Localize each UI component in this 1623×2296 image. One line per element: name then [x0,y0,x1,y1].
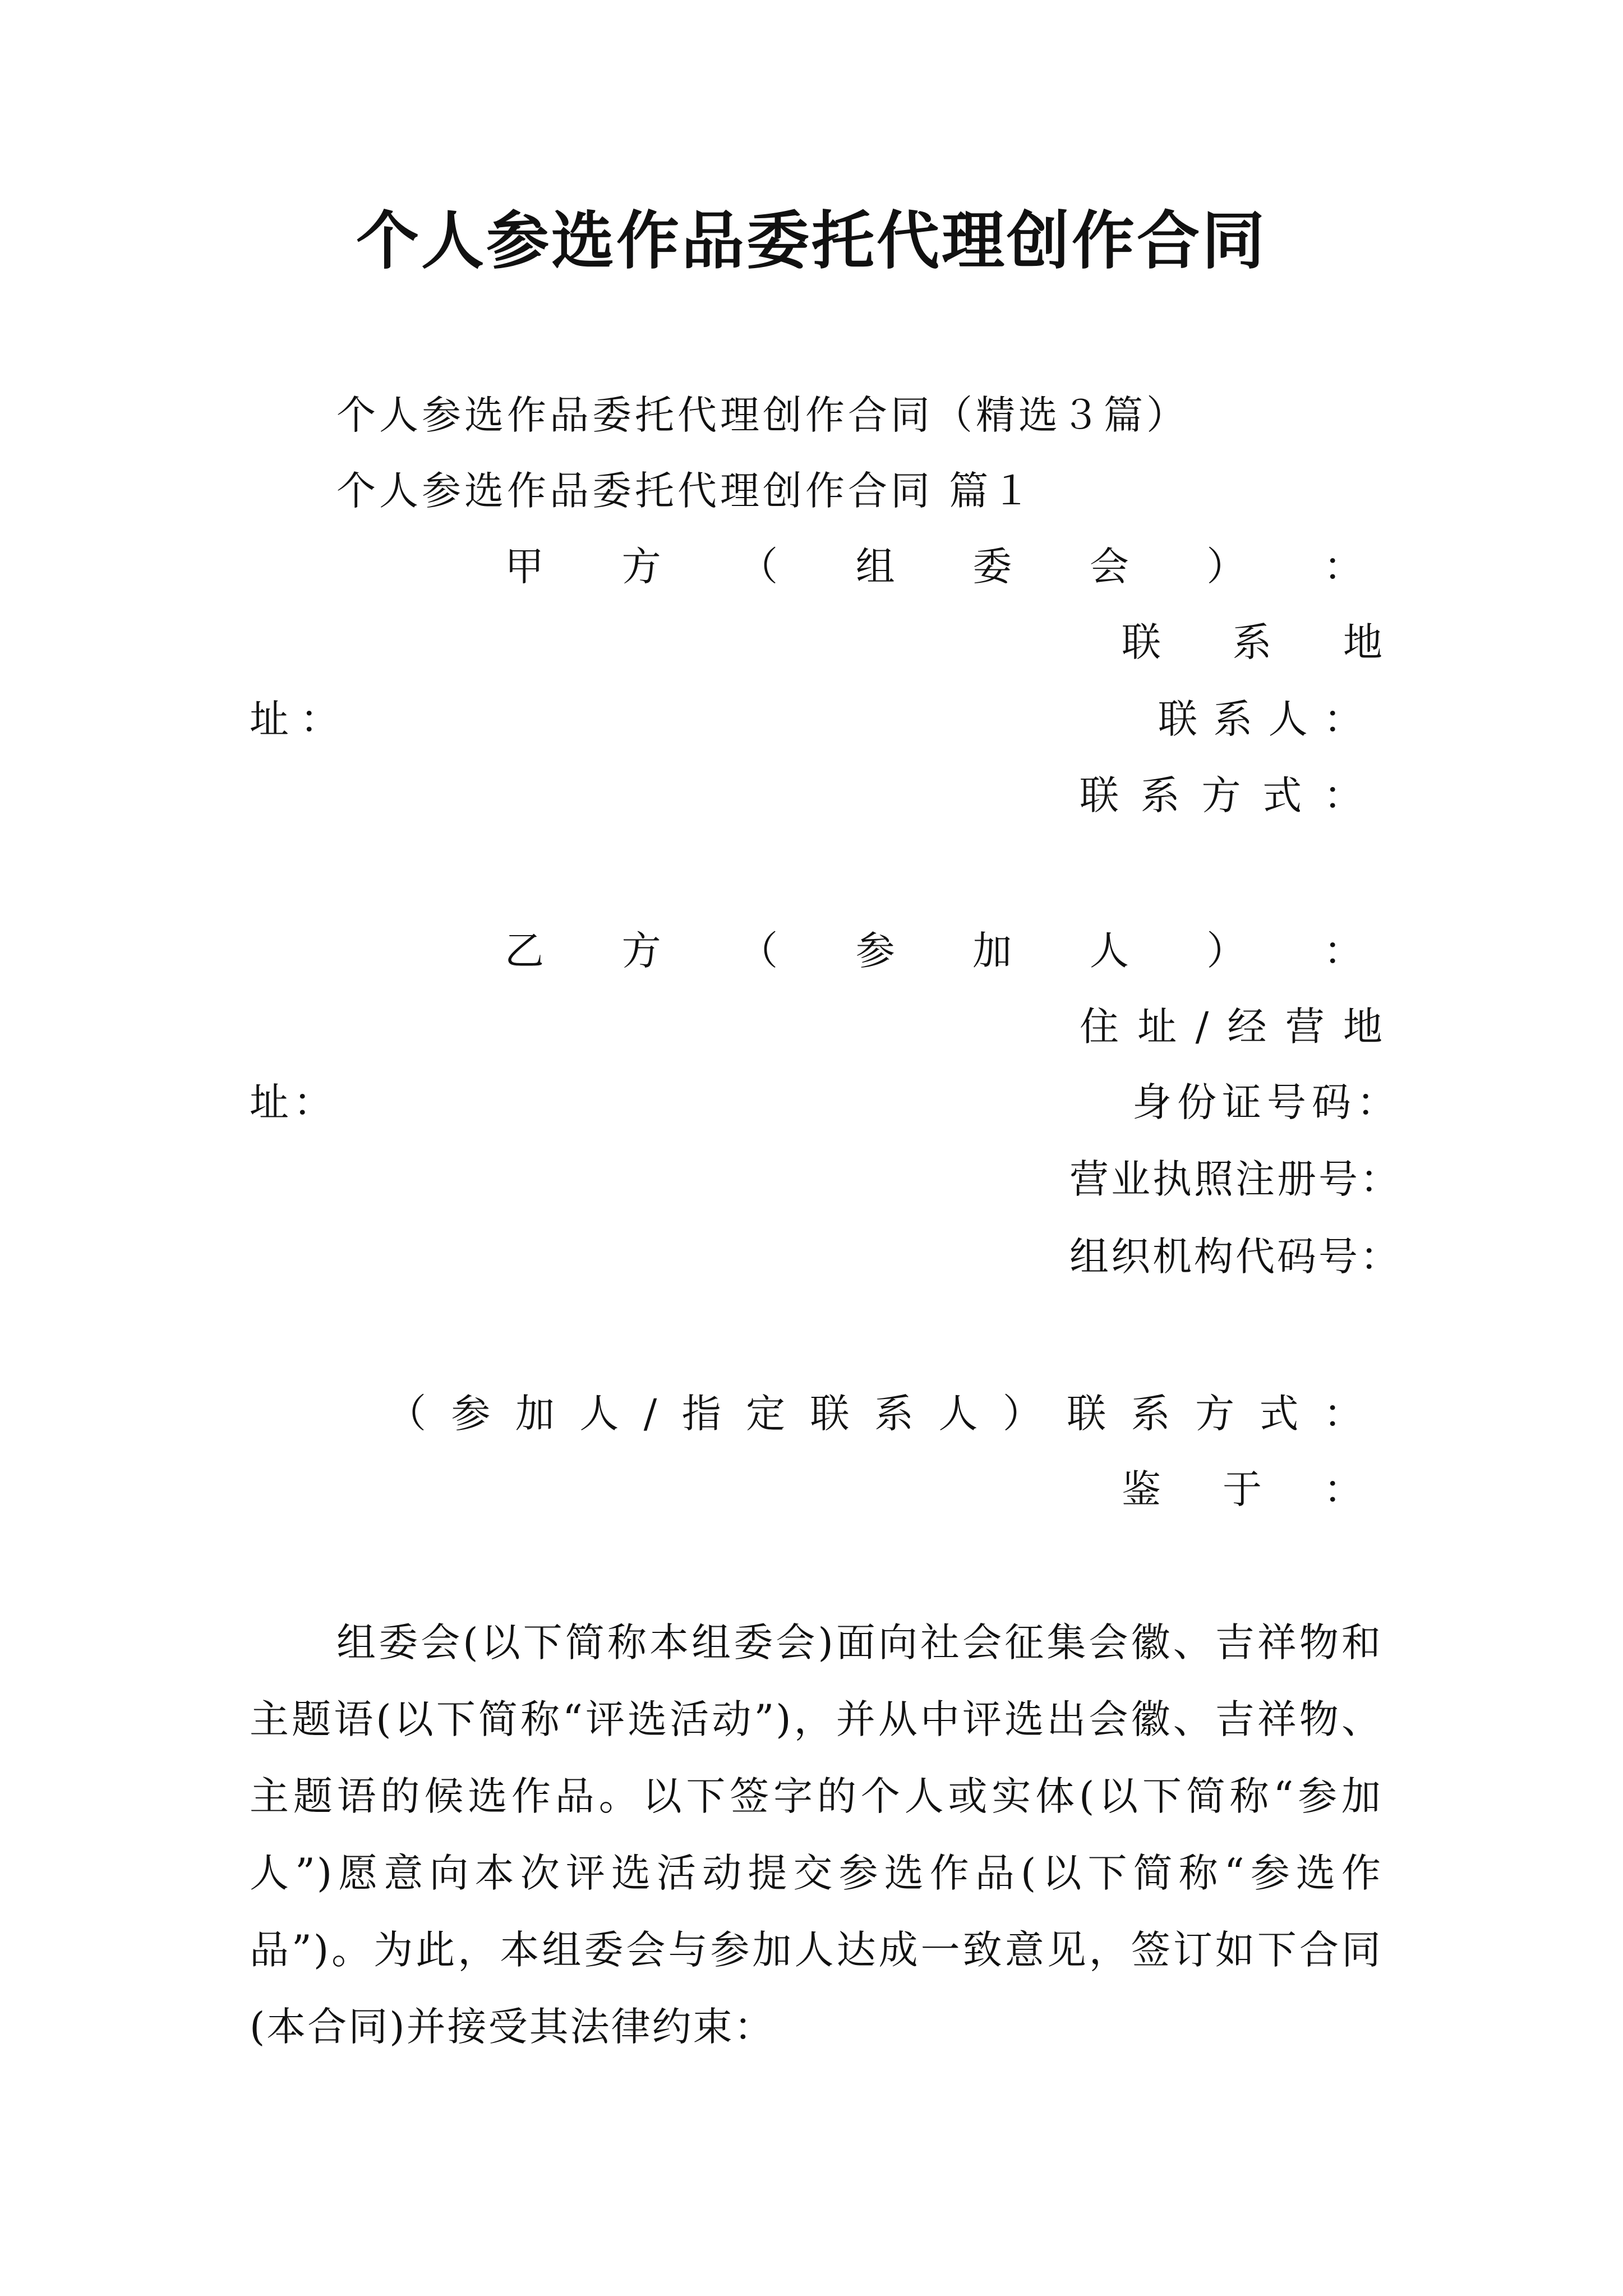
section-heading: 个人参选作品委托代理创作合同 篇１ [336,468,1035,514]
party-b-license-label: 营业执照注册号： [1069,1156,1401,1202]
body-paragraph: 组委会(以下简称本组委会)面向社会征集会徽、吉祥物和主题语(以下简称“评选活动”)，并从中评选出会徽、吉祥物、主题语的候选作品。以下签字的个人或实体(以下简称“参加人”)愿意向本次评选活动提交参选作品(以下简称“参选作品”)。为此，本组委会与参加人达成一致意见，签订如下合同(本合同)并接受其法律约束： [250,1619,1382,2050]
party-a-heading: 甲 方 （ 组 委 会 ） ： [505,544,1363,590]
party-a-contact-method-label: 联 系 方 式 ： [1080,772,1363,818]
party-a-address-label-tail: 址： [250,696,351,742]
subtitle: 个人参选作品委托代理创作合同（精选３篇） [336,392,1189,438]
whereas-label: 鉴 于 ： [1122,1466,1363,1512]
party-a-address-label: 联 系 地 [1122,619,1382,665]
party-b-org-code-label: 组织机构代码号： [1069,1234,1401,1280]
party-a-contact-person-label: 联 系 人 ： [1158,696,1363,742]
party-b-address-label-tail: 址： [250,1079,337,1125]
party-b-id-number-label: 身份证号码： [1132,1079,1401,1125]
party-b-address-label: 住 址 / 经 营 地 [1080,1004,1382,1050]
party-b-heading: 乙 方 （ 参 加 人 ） ： [505,928,1363,974]
participant-contact-label: （ 参 加 人 / 指 定 联 系 人 ） 联 系 方 式 ： [387,1391,1363,1437]
document-title: 个人参选作品委托代理创作合同 [356,204,1267,278]
